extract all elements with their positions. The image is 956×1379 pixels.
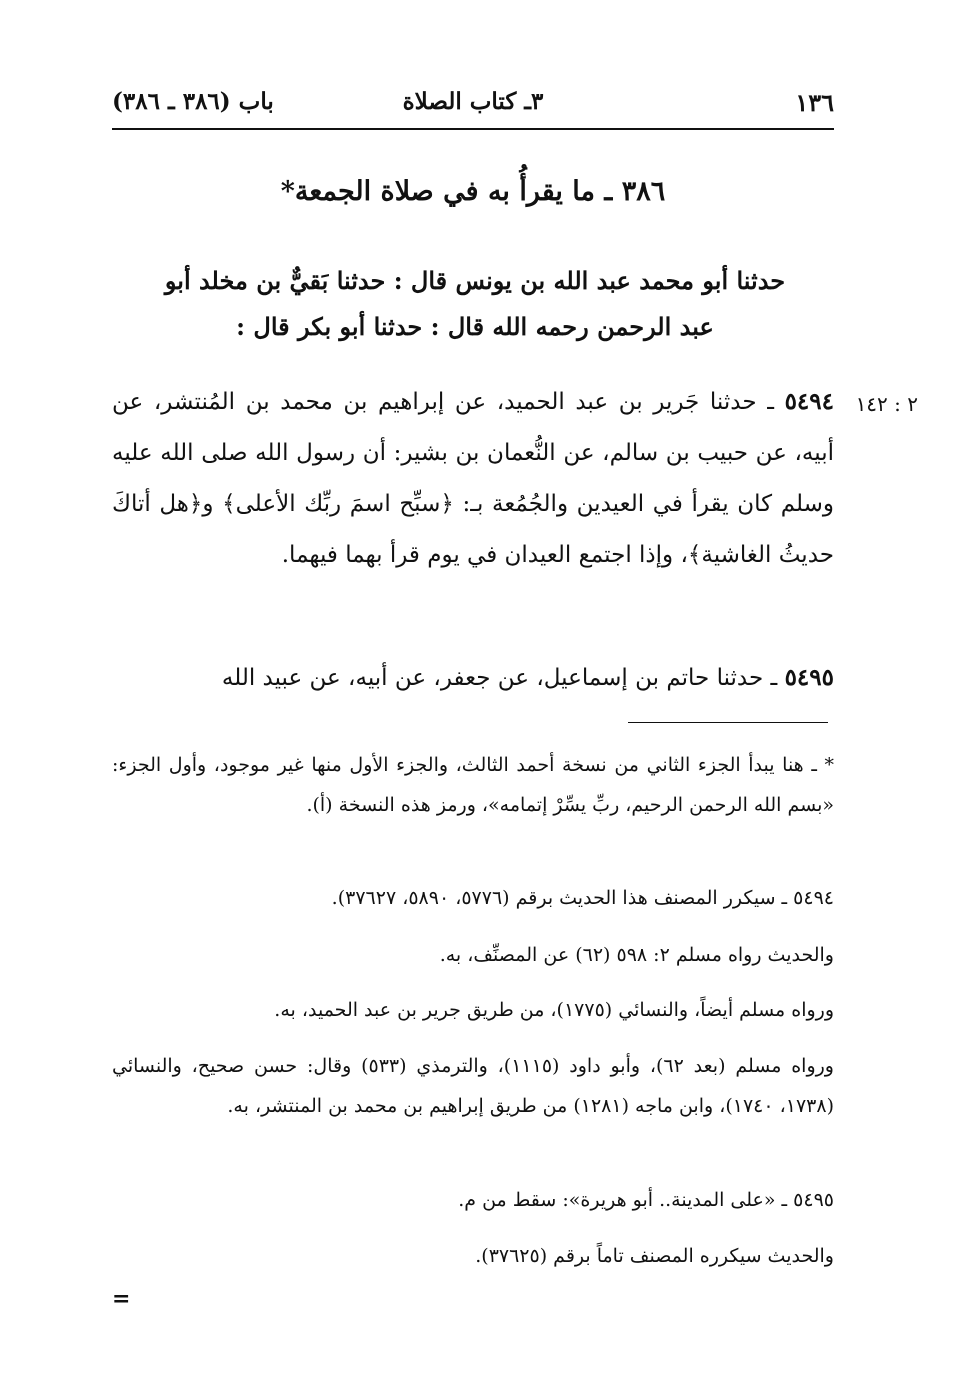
footnote: والحديث رواه مسلم ٢: ٥٩٨ (٦٢) عن المصنِّف، به.	[439, 944, 834, 966]
footnote: ٥٤٩٥ ـ «على المدينة.. أبو هريرة»: سقط من م.	[458, 1189, 834, 1211]
margin-reference: ٢ : ١٤٢	[855, 392, 918, 416]
footnote: ورواه مسلم (بعد ٦٢)، وأبو داود (١١١٥)، والترمذي (٥٣٣) وقال: حسن صحيح، والنسائي (١٧٣٨، ١٧٤٠)، وابن ماجه (١٢٨١) من طريق إبراهيم بن محمد بن المنتشر، به.	[112, 1055, 834, 1117]
footnote: * ـ هنا يبدأ الجزء الثاني من نسخة أحمد الثالث، والجزء الأول منها غير موجود، وأول الجزء: «بسم الله الرحمن الرحيم، ربِّ يسِّرْ إتمامه»، ورمز هذه النسخة (أ).	[112, 754, 834, 816]
hadith-text: ـ حدثنا جَرير بن عبد الحميد، عن إبراهيم بن محمد بن المُنتشر، عن أبيه، عن حبيب بن سالم، عن النُّعمان بن بشير: أن رسول الله صلى الله عليه وسلم كان يقرأ في العيدين والجُمُعة بـ: ﴿سبِّح اسمَ ربِّك الأعلى﴾ و﴿هل أتاكَ حديثُ الغاشية﴾، وإذا اجتمع العيدان في يوم قرأ بهما فيهما.	[112, 389, 834, 568]
chapter-range: باب (٣٨٦ ـ ٣٨٦)	[112, 88, 274, 115]
chapter-title: ٣٨٦ ـ ما يقرأُ به في صلاة الجمعة*	[280, 176, 666, 207]
hadith-5494	[112, 376, 834, 581]
isnad-chain: حدثنا أبو محمد عبد الله بن يونس قال : حدثنا بَقيٌّ بن مخلد أبو عبد الرحمن رحمه الله قال : حدثنا أبو بكر قال :	[164, 266, 786, 341]
hadith-5495	[112, 652, 834, 704]
page-number: ١٣٦	[795, 88, 834, 117]
hadith-text: ـ حدثنا حاتم بن إسماعيل، عن جعفر، عن أبيه، عن عبيد الله	[221, 665, 778, 691]
book-title: ٣ـ كتاب الصلاة	[402, 88, 544, 115]
footnote: والحديث سيكرره المصنف تاماً برقم (٣٧٦٢٥).	[475, 1245, 834, 1267]
running-header	[112, 88, 834, 124]
hadith-number: ٥٤٩٤	[784, 388, 834, 415]
hadith-number: ٥٤٩٥	[784, 664, 834, 691]
footnote: ورواه مسلم أيضاً، والنسائي (١٧٧٥)، من طريق جرير بن عبد الحميد، به.	[274, 999, 834, 1021]
footnote: ٥٤٩٤ ـ سيكرر المصنف هذا الحديث برقم (٥٧٧٦، ٥٨٩٠، ٣٧٦٢٧).	[331, 887, 834, 909]
header-rule	[112, 128, 834, 130]
continuation-mark: =	[112, 1286, 131, 1312]
footnote-separator	[628, 722, 828, 723]
